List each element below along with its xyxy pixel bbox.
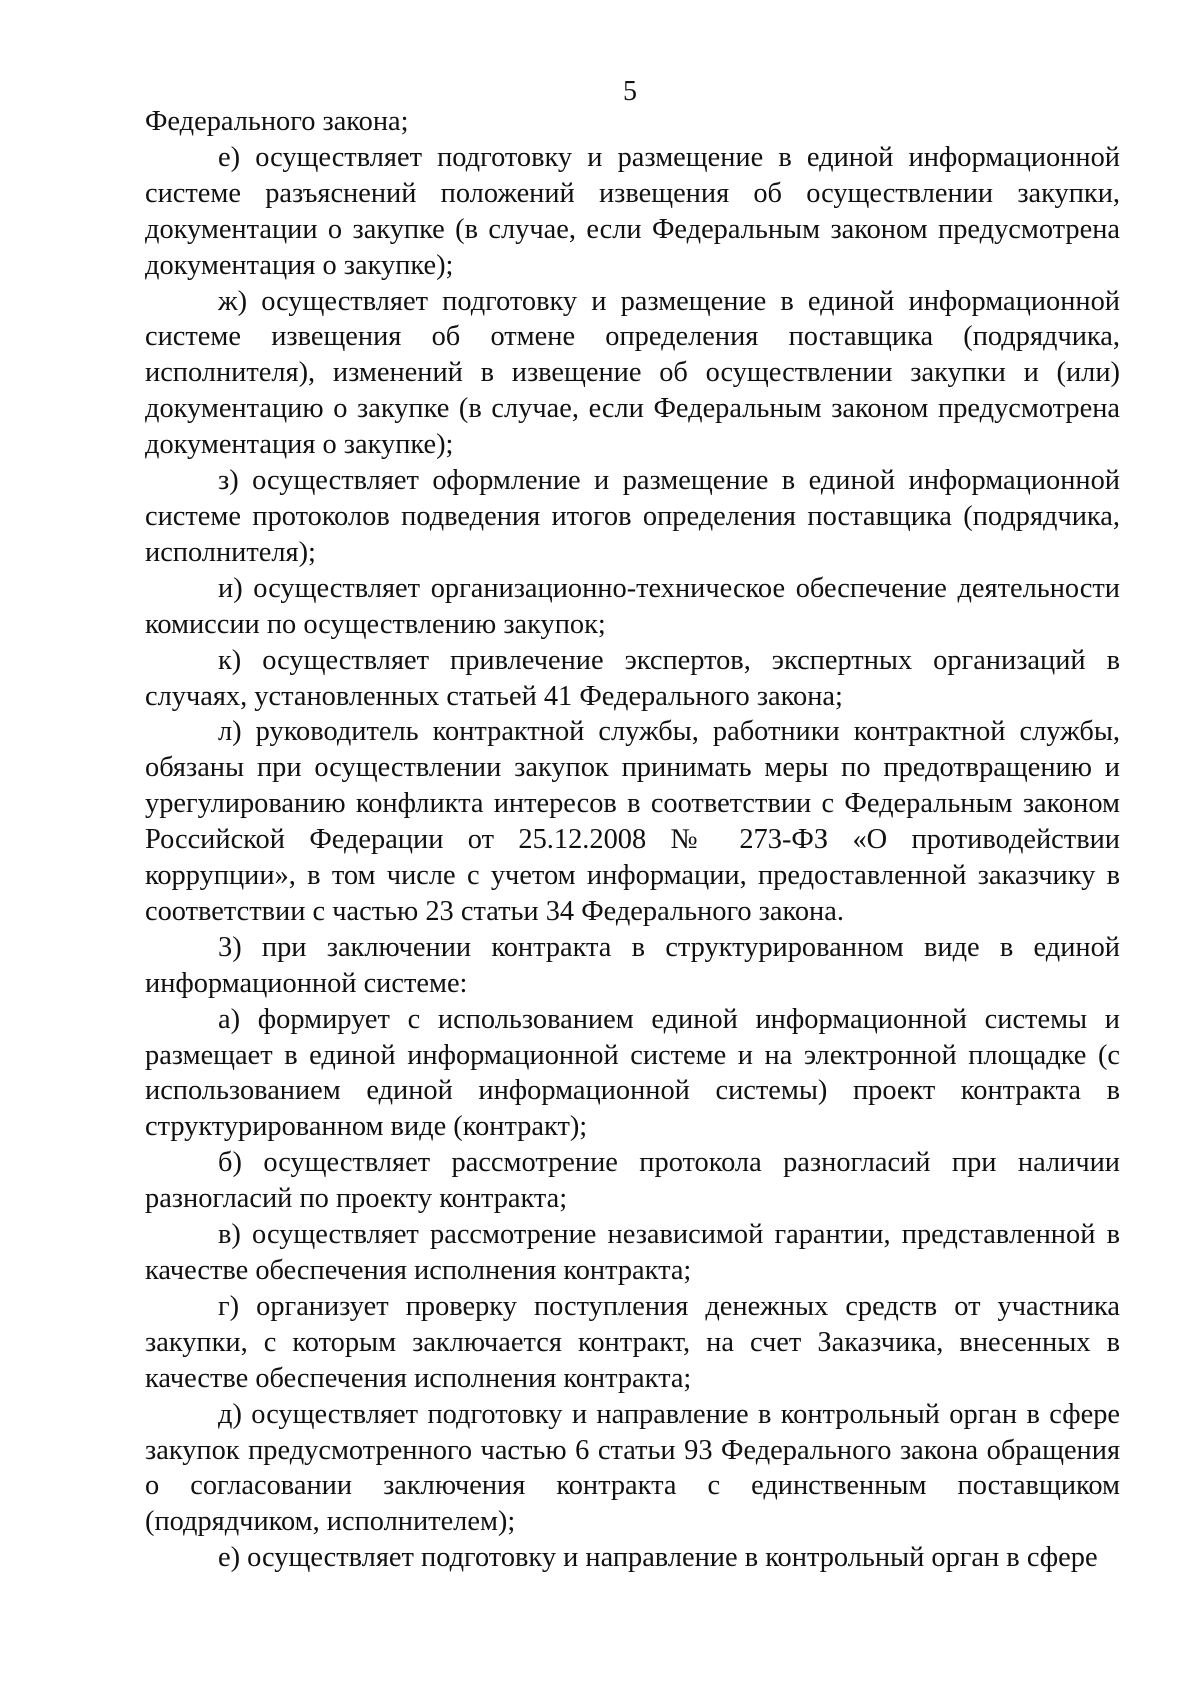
paragraph-item-z: з) осуществляет оформление и размещение в единой информационной системе протоколов подведения итогов определения поставщика (подрядчика, исполнителя); (145, 465, 1120, 568)
paragraph-item-g: г) организует проверку поступления денежных средств от участника закупки, с которым заключается контракт, на счет Заказчика, внесенных в качестве обеспечения исполнения контракта; (145, 1290, 1120, 1394)
paragraph-item-l: л) руководитель контрактной службы, работники контрактной службы, обязаны при осуществлении закупок принимать меры по предотвращению и урегулированию конфликта интересов в соответствии с Федеральным законом Российской Федерации от 25.12.2008 № 273-ФЗ «О противодействии коррупции», в том числе с учетом информации, предоставленной заказчику в соответствии с частью 23 статьи 34 Федерального закона. (145, 716, 1120, 927)
paragraph-section-3: 3) при заключении контракта в структурированном виде в единой информационной системе: (145, 931, 1120, 999)
page-number: 5 (623, 76, 637, 107)
paragraph-item-v: в) осуществляет рассмотрение независимой гарантии, представленной в качестве обеспечения исполнения контракта; (145, 1219, 1120, 1286)
paragraph-item-e-second: е) осуществляет подготовку и направление в контрольный орган в сфере (218, 1542, 1098, 1574)
paragraph-continuation: Федерального закона; (145, 106, 409, 137)
paragraph-item-zh: ж) осуществляет подготовку и размещение в единой информационной системе извещения об отмене определения поставщика (подрядчика, исполнителя), изменений в извещение об осуществлении закупки и (или) документацию о закупке (в случае, если Федеральным законом предусмотрена документация о закупке); (145, 285, 1120, 461)
paragraph-item-d: д) осуществляет подготовку и направление в контрольный орган в сфере закупок предусмотренного частью 6 статьи 93 Федерального закона обращения о согласовании заключения контракта с единственным поставщиком (подрядчиком, исполнителем); (145, 1398, 1120, 1538)
paragraph-item-i: и) осуществляет организационно-техническое обеспечение деятельности комиссии по осуществлению закупок; (145, 572, 1120, 640)
document-body (145, 104, 1120, 1576)
paragraph-item-k: к) осуществляет привлечение экспертов, экспертных организаций в случаях, установленных статьей 41 Федерального закона; (145, 644, 1120, 712)
paragraph-item-b: б) осуществляет рассмотрение протокола разногласий при наличии разногласий по проекту контракта; (145, 1147, 1120, 1215)
paragraph-item-e: е) осуществляет подготовку и размещение в единой информационной системе разъяснений положений извещения об осуществлении закупки, документации о закупке (в случае, если Федеральным законом предусмотрена документация о закупке); (145, 141, 1120, 281)
paragraph-item-a: а) формирует с использованием единой информационной системы и размещает в единой информационной системе и на электронной площадке (с использованием единой информационной системы) проект контракта в структурированном виде (контракт); (145, 1003, 1120, 1143)
